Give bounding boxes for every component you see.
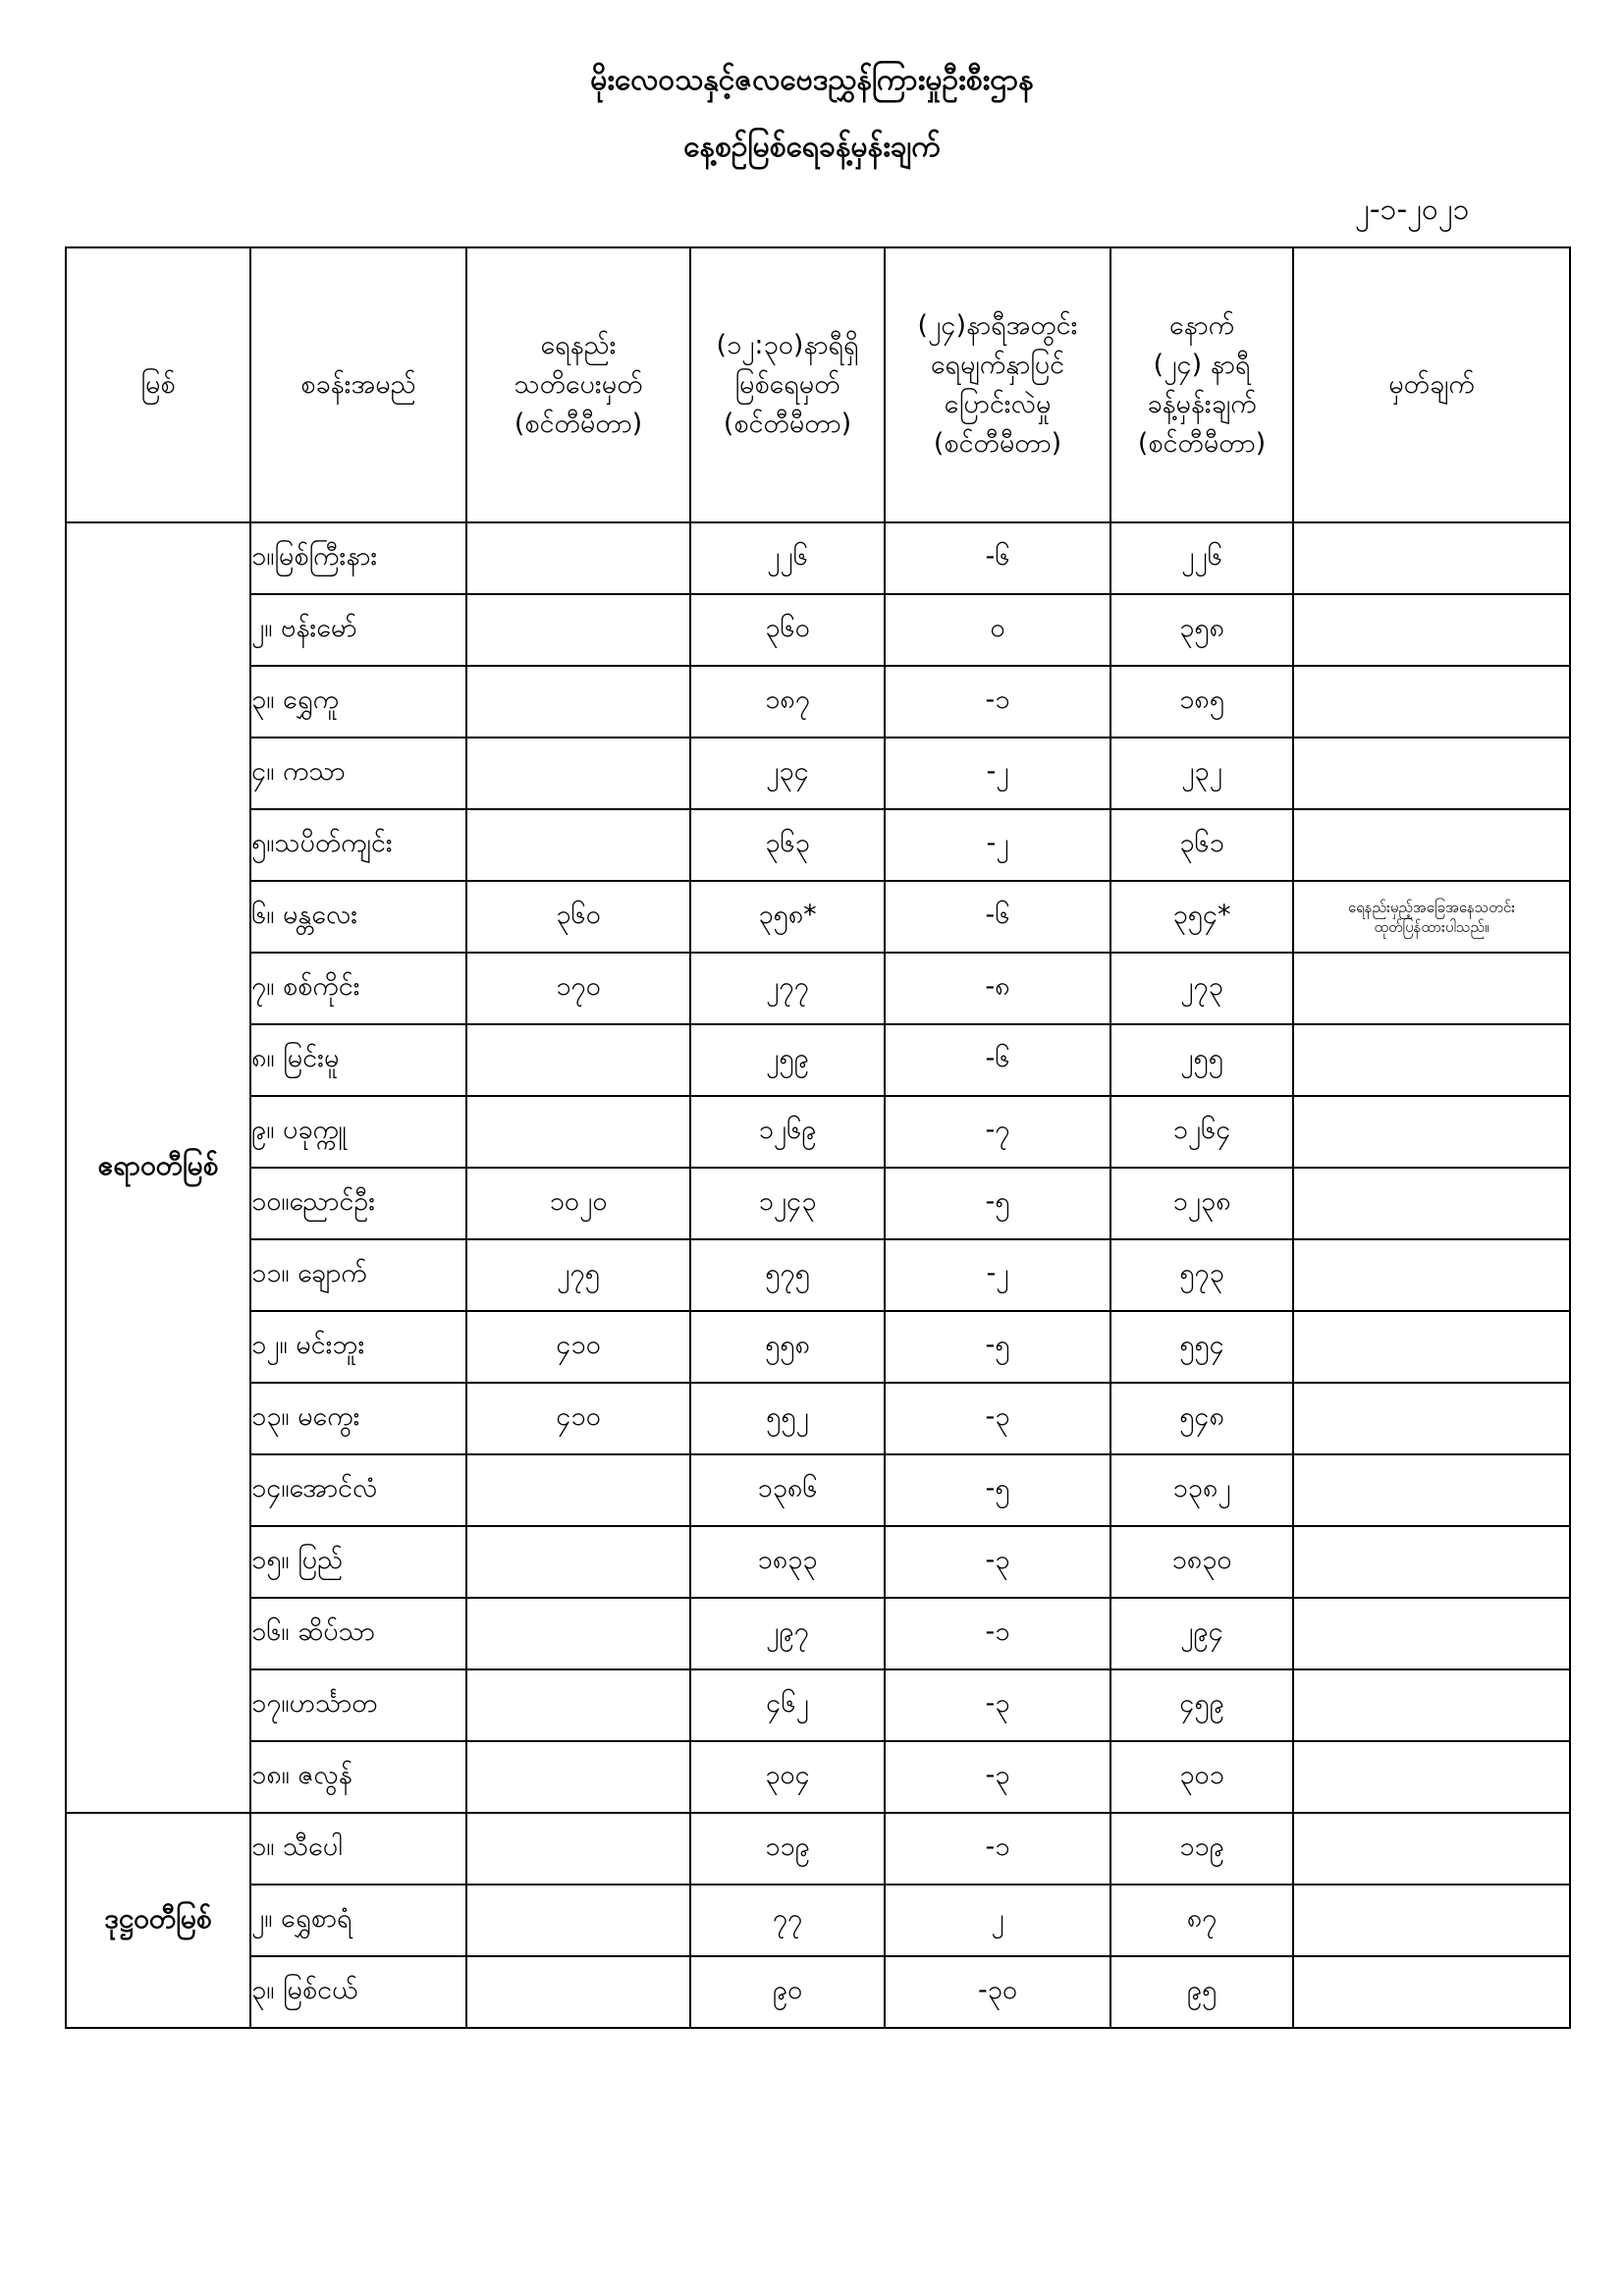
level-change: ၀ xyxy=(885,594,1110,666)
remark xyxy=(1293,1024,1570,1096)
forecast-level: ၉၅ xyxy=(1110,1956,1293,2028)
station-name: ၁၁။ ချောက် xyxy=(250,1239,466,1311)
header-line: မှတ်ချက် xyxy=(1388,369,1475,400)
remark xyxy=(1293,738,1570,809)
observed-level: ၃၅၈* xyxy=(690,881,885,953)
header-line: (၂၄)နာရီအတွင်း xyxy=(917,310,1078,341)
report-date: ၂-၁-၂၀၂၁ xyxy=(1355,192,1470,227)
header-station xyxy=(250,247,466,522)
table-row xyxy=(66,1168,1570,1239)
remark xyxy=(1293,522,1570,594)
header-line: ခန့်မှန်းချက် xyxy=(1147,389,1257,419)
observed-level: ၁၂၆၉ xyxy=(690,1096,885,1168)
forecast-level: ၂၇၃ xyxy=(1110,953,1293,1024)
forecast-level: ၁၂၆၄ xyxy=(1110,1096,1293,1168)
table-row xyxy=(66,1024,1570,1096)
remark xyxy=(1293,953,1570,1024)
level-change: -၁ xyxy=(885,1813,1110,1885)
station-name: ၁။ သီပေါ xyxy=(250,1813,466,1885)
header-line: ရေနည်း xyxy=(540,330,617,360)
level-change: -၃ xyxy=(885,1669,1110,1741)
forecast-level: ၅၅၄ xyxy=(1110,1311,1293,1383)
station-name: ၁၆။ ဆိပ်သာ xyxy=(250,1598,466,1669)
forecast-level: ၁၈၅ xyxy=(1110,666,1293,738)
header-line: (၁၂:၃၀)နာရီရှိ xyxy=(716,330,859,360)
remark xyxy=(1293,1383,1570,1454)
station-name: ၆။ မန္တလေး xyxy=(250,881,466,953)
table-row xyxy=(66,738,1570,809)
observed-level: ၄၆၂ xyxy=(690,1669,885,1741)
observed-level: ၉၀ xyxy=(690,1956,885,2028)
remark xyxy=(1293,809,1570,881)
header-line: သတိပေးမှတ် xyxy=(514,369,643,400)
danger-level xyxy=(466,522,690,594)
forecast-level: ၁၂၃၈ xyxy=(1110,1168,1293,1239)
forecast-level: ၃၀၁ xyxy=(1110,1741,1293,1813)
header-line: (၂၄) နာရီ xyxy=(1153,350,1251,380)
table-row xyxy=(66,1239,1570,1311)
level-change: -၁ xyxy=(885,666,1110,738)
table-row xyxy=(66,1669,1570,1741)
observed-level: ၂၉၇ xyxy=(690,1598,885,1669)
danger-level xyxy=(466,1813,690,1885)
table-row xyxy=(66,1383,1570,1454)
station-name: ၁၃။ မကွေး xyxy=(250,1383,466,1454)
station-name: ၁။မြစ်ကြီးနား xyxy=(250,522,466,594)
observed-level: ၁၈၇ xyxy=(690,666,885,738)
header-line: မြစ် xyxy=(140,369,176,400)
forecast-level: ၂၉၄ xyxy=(1110,1598,1293,1669)
observed-level: ၃၀၄ xyxy=(690,1741,885,1813)
table-row xyxy=(66,1813,1570,1885)
table-row xyxy=(66,522,1570,594)
level-change: -၂ xyxy=(885,1239,1110,1311)
station-name: ၃။ မြစ်ငယ် xyxy=(250,1956,466,2028)
river-name: ဒုဋ္ဌဝတီမြစ် xyxy=(66,1813,250,2028)
header-danger-level xyxy=(466,247,690,522)
remark xyxy=(1293,1239,1570,1311)
header-24h-change xyxy=(885,247,1110,522)
danger-level: ၁၇၀ xyxy=(466,953,690,1024)
level-change: -၁ xyxy=(885,1598,1110,1669)
danger-level xyxy=(466,666,690,738)
danger-level xyxy=(466,1741,690,1813)
danger-level xyxy=(466,1598,690,1669)
remark xyxy=(1293,1956,1570,2028)
observed-level: ၁၁၉ xyxy=(690,1813,885,1885)
observed-level: ၂၇၇ xyxy=(690,953,885,1024)
forecast-level: ၂၂၆ xyxy=(1110,522,1293,594)
header-river xyxy=(66,247,250,522)
observed-level: ၅၅၈ xyxy=(690,1311,885,1383)
forecast-level: ၃၅၈ xyxy=(1110,594,1293,666)
forecast-level: ၁၈၃၀ xyxy=(1110,1526,1293,1598)
table-row xyxy=(66,1956,1570,2028)
header-row xyxy=(66,247,1570,522)
station-name: ၂။ ဗန်းမော် xyxy=(250,594,466,666)
station-name: ၂။ ရွှေစာရံ xyxy=(250,1885,466,1956)
forecast-level: ၅၇၃ xyxy=(1110,1239,1293,1311)
danger-level xyxy=(466,1096,690,1168)
table-row xyxy=(66,1096,1570,1168)
forecast-level: ၂၅၅ xyxy=(1110,1024,1293,1096)
danger-level xyxy=(466,1454,690,1526)
level-change: -၂ xyxy=(885,738,1110,809)
table-row xyxy=(66,1526,1570,1598)
station-name: ၁၂။ မင်းဘူး xyxy=(250,1311,466,1383)
header-line: ပြောင်းလဲမှု xyxy=(944,389,1052,419)
remark xyxy=(1293,1168,1570,1239)
header-line: (စင်တီမီတာ) xyxy=(723,409,852,439)
danger-level: ၄၁၀ xyxy=(466,1383,690,1454)
table-row xyxy=(66,1741,1570,1813)
level-change: -၅ xyxy=(885,1454,1110,1526)
river-name: ဧရာဝတီမြစ် xyxy=(66,522,250,1813)
level-change: -၅ xyxy=(885,1311,1110,1383)
danger-level xyxy=(466,1526,690,1598)
level-change: -၆ xyxy=(885,1024,1110,1096)
level-change: -၃ xyxy=(885,1383,1110,1454)
station-name: ၁၀။ညောင်ဦး xyxy=(250,1168,466,1239)
level-change: -၃၀ xyxy=(885,1956,1110,2028)
header-remark xyxy=(1293,247,1570,522)
remark xyxy=(1293,1454,1570,1526)
remark xyxy=(1293,666,1570,738)
level-change: -၂ xyxy=(885,809,1110,881)
header-line: (စင်တီမီတာ) xyxy=(1137,428,1267,459)
remark xyxy=(1293,1741,1570,1813)
table-row xyxy=(66,881,1570,953)
danger-level: ၄၁၀ xyxy=(466,1311,690,1383)
observed-level: ၃၆၃ xyxy=(690,809,885,881)
station-name: ၄။ ကသာ xyxy=(250,738,466,809)
level-change: -၈ xyxy=(885,953,1110,1024)
forecast-level: ၄၅၉ xyxy=(1110,1669,1293,1741)
level-change: ၂ xyxy=(885,1885,1110,1956)
observed-level: ၃၆၀ xyxy=(690,594,885,666)
observed-level: ၂၂၆ xyxy=(690,522,885,594)
table-row xyxy=(66,1454,1570,1526)
table-row xyxy=(66,809,1570,881)
table-row xyxy=(66,1311,1570,1383)
danger-level xyxy=(466,1669,690,1741)
forecast-level: ၃၅၄* xyxy=(1110,881,1293,953)
header-line: မြစ်ရေမှတ် xyxy=(734,369,840,400)
header-24h-forecast xyxy=(1110,247,1293,522)
remark xyxy=(1293,1885,1570,1956)
level-change: -၆ xyxy=(885,881,1110,953)
remark-line: ရေနည်းမှည့်အခြေအနေသတင်း xyxy=(1348,898,1515,916)
level-change: -၇ xyxy=(885,1096,1110,1168)
table-row xyxy=(66,1885,1570,1956)
observed-level: ၁၂၄၃ xyxy=(690,1168,885,1239)
observed-level: ၇၇ xyxy=(690,1885,885,1956)
table-body xyxy=(66,522,1570,2028)
danger-level xyxy=(466,594,690,666)
remark xyxy=(1293,1311,1570,1383)
forecast-level: ၂၃၂ xyxy=(1110,738,1293,809)
danger-level xyxy=(466,738,690,809)
remark xyxy=(1293,594,1570,666)
observed-level: ၅၇၅ xyxy=(690,1239,885,1311)
level-change: -၃ xyxy=(885,1741,1110,1813)
forecast-level: ၅၄၈ xyxy=(1110,1383,1293,1454)
header-line: (စင်တီမီတာ) xyxy=(933,428,1062,459)
danger-level: ၁၀၂၀ xyxy=(466,1168,690,1239)
forecast-level: ၈၇ xyxy=(1110,1885,1293,1956)
header-line: ရေမျက်နှာပြင် xyxy=(930,350,1065,380)
level-change: -၅ xyxy=(885,1168,1110,1239)
remark xyxy=(1293,1598,1570,1669)
danger-level xyxy=(466,1956,690,2028)
station-name: ၁၇။ဟင်္သာတ xyxy=(250,1669,466,1741)
remark xyxy=(1293,1813,1570,1885)
station-name: ၁၈။ ဇလွန် xyxy=(250,1741,466,1813)
station-name: ၅။သပိတ်ကျင်း xyxy=(250,809,466,881)
observed-level: ၁၈၃၃ xyxy=(690,1526,885,1598)
header-line: စခန်းအမည် xyxy=(300,369,416,400)
remark xyxy=(1293,1669,1570,1741)
danger-level xyxy=(466,1024,690,1096)
report-title: နေ့စဉ်မြစ်ရေခန့်မှန်းချက် xyxy=(683,130,941,164)
forecast-level: ၁၃၈၂ xyxy=(1110,1454,1293,1526)
remark-line: ထုတ်ပြန်ထားပါသည်။ xyxy=(1374,917,1489,936)
station-name: ၇။ စစ်ကိုင်း xyxy=(250,953,466,1024)
station-name: ၉။ ပခုက္ကူ xyxy=(250,1096,466,1168)
forecast-table xyxy=(65,246,1571,2029)
observed-level: ၁၃၈၆ xyxy=(690,1454,885,1526)
table-row xyxy=(66,1598,1570,1669)
station-name: ၈။ မြင်းမူ xyxy=(250,1024,466,1096)
danger-level: ၃၆၀ xyxy=(466,881,690,953)
remark xyxy=(1293,881,1570,953)
observed-level: ၂၅၉ xyxy=(690,1024,885,1096)
station-name: ၁၄။အောင်လံ xyxy=(250,1454,466,1526)
table-row xyxy=(66,953,1570,1024)
header-line: နောက် xyxy=(1168,310,1235,341)
remark xyxy=(1293,1096,1570,1168)
station-name: ၃။ ရွှေကူ xyxy=(250,666,466,738)
remark xyxy=(1293,1526,1570,1598)
observed-level: ၂၃၄ xyxy=(690,738,885,809)
danger-level: ၂၇၅ xyxy=(466,1239,690,1311)
forecast-level: ၃၆၁ xyxy=(1110,809,1293,881)
table-row xyxy=(66,666,1570,738)
observed-level: ၅၅၂ xyxy=(690,1383,885,1454)
level-change: -၆ xyxy=(885,522,1110,594)
header-line: (စင်တီမီတာ) xyxy=(514,409,643,439)
forecast-level: ၁၁၉ xyxy=(1110,1813,1293,1885)
danger-level xyxy=(466,809,690,881)
table-row xyxy=(66,594,1570,666)
agency-title: မိုးလေဝသနှင့်ဇလဗေဒညွှန်ကြားမှုဦးစီးဌာန xyxy=(590,63,1034,97)
header-observed-level xyxy=(690,247,885,522)
danger-level xyxy=(466,1885,690,1956)
level-change: -၃ xyxy=(885,1526,1110,1598)
station-name: ၁၅။ ပြည် xyxy=(250,1526,466,1598)
